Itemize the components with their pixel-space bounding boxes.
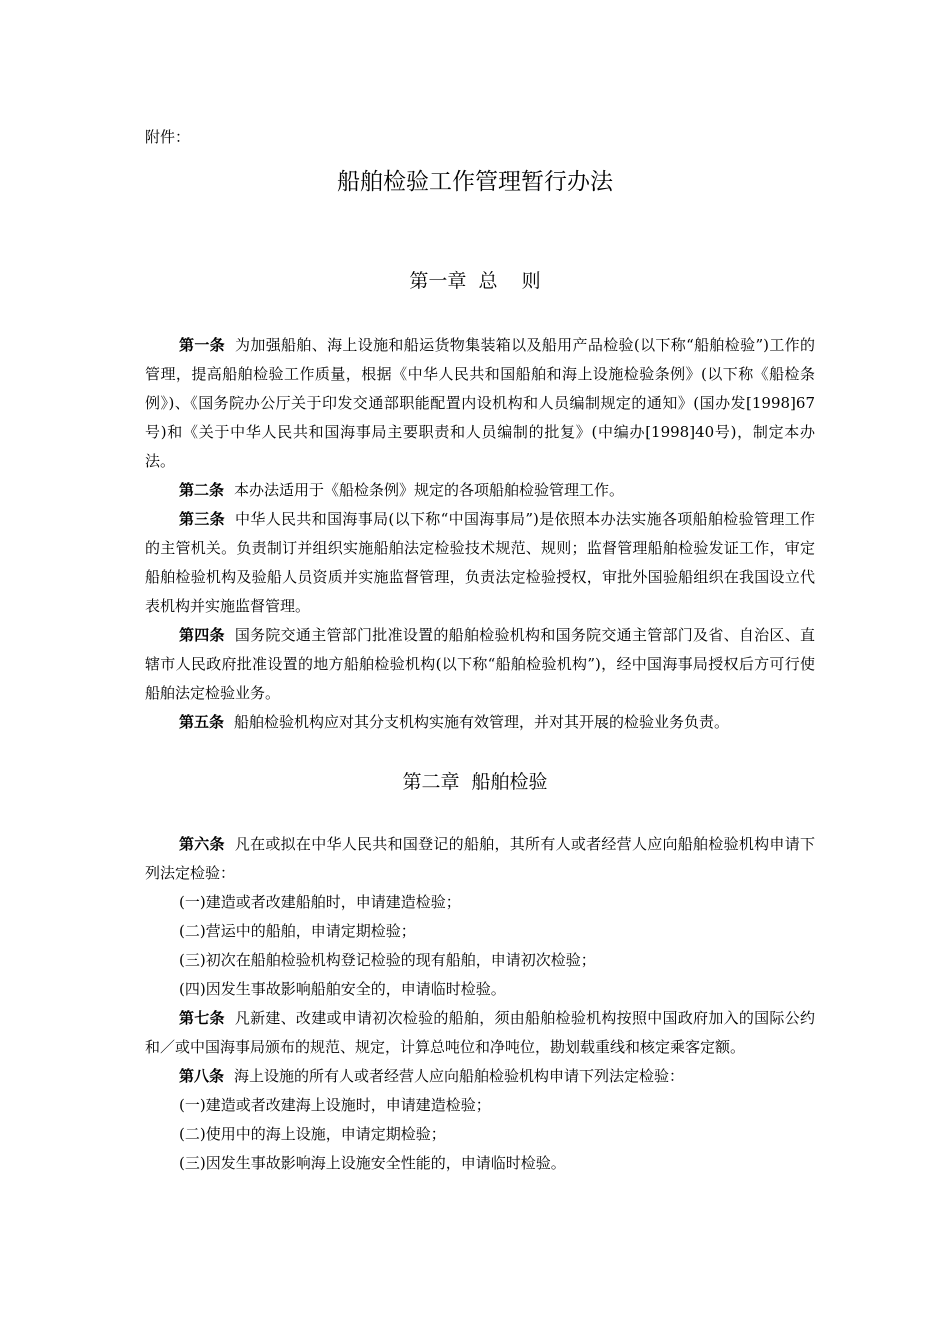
article-text: 凡在或拟在中华人民共和国登记的船舶，其所有人或者经营人应向船舶检验机构申请下列法定检验： — [145, 835, 815, 882]
list-item: (三)初次在船舶检验机构登记检验的现有船舶，申请初次检验； — [179, 951, 596, 969]
article-label: 第三条 — [179, 510, 226, 528]
article-1 — [145, 331, 815, 476]
list-item: (三)因发生事故影响海上设施安全性能的，申请临时检验。 — [179, 1154, 566, 1172]
list-item: (四)因发生事故影响船舶安全的，申请临时检验。 — [179, 980, 506, 998]
article-text: 国务院交通主管部门批准设置的船舶检验机构和国务院交通主管部门及省、自治区、直辖市人民政府批准设置的地方船舶检验机构(以下称“船舶检验机构”)，经中国海事局授权后方可行使船舶法定检验业务。 — [145, 626, 815, 702]
list-item: (二)营运中的船舶，申请定期检验； — [179, 922, 416, 940]
chapter-2-body — [145, 830, 815, 1178]
article-label: 第八条 — [179, 1067, 225, 1085]
article-7 — [145, 1004, 815, 1062]
article-label: 第一条 — [179, 336, 226, 354]
article-5 — [145, 708, 815, 737]
article-text: 海上设施的所有人或者经营人应向船舶检验机构申请下列法定检验： — [234, 1067, 685, 1085]
document-title: 船舶检验工作管理暂行办法 — [337, 169, 613, 195]
article-label: 第二条 — [179, 481, 225, 499]
article-label: 第七条 — [179, 1009, 225, 1027]
article-8 — [145, 1062, 815, 1091]
chapter-1-body — [145, 331, 815, 737]
chapter-1-title: 第一章 总 则 — [409, 270, 541, 292]
article-text: 船舶检验机构应对其分支机构实施有效管理，并对其开展的检验业务负责。 — [234, 713, 730, 731]
list-item: (一)建造或者改建船舶时，申请建造检验； — [179, 893, 461, 911]
article-3 — [145, 505, 815, 621]
article-text: 中华人民共和国海事局(以下称“中国海事局”)是依照本办法实施各项船舶检验管理工作的主管机关。负责制订并组织实施船舶法定检验技术规范、规则；监督管理船舶检验发证工作，审定船舶检验机构及验船人员资质并实施监督管理，负责法定检验授权，审批外国验船组织在我国设立代表机构并实施监督管理。 — [145, 510, 815, 615]
article-text: 本办法适用于《船检条例》规定的各项船舶检验管理工作。 — [234, 481, 625, 499]
list-item: (二)使用中的海上设施，申请定期检验； — [179, 1125, 446, 1143]
article-6 — [145, 830, 815, 888]
article-label: 第六条 — [179, 835, 225, 853]
article-4 — [145, 621, 815, 708]
chapter-2-title: 第二章 船舶检验 — [402, 771, 548, 793]
article-label: 第四条 — [179, 626, 225, 644]
article-text: 为加强船舶、海上设施和船运货物集装箱以及船用产品检验(以下称“船舶检验”)工作的管理，提高船舶检验工作质量，根据《中华人民共和国船舶和海上设施检验条例》(以下称《船检条例》)、《国务院办公厅关于印发交通部职能配置内设机构和人员编制规定的通知》(国办发[1998]67号)和《关于中华人民共和国海事局主要职责和人员编制的批复》(中编办[1998]40号)，制定本办法。 — [145, 336, 815, 470]
article-text: 凡新建、改建或申请初次检验的船舶，须由船舶检验机构按照中国政府加入的国际公约和／或中国海事局颁布的规范、规定，计算总吨位和净吨位，勘划载重线和核定乘客定额。 — [145, 1009, 815, 1056]
article-label: 第五条 — [179, 713, 225, 731]
list-item: (一)建造或者改建海上设施时，申请建造检验； — [179, 1096, 491, 1114]
article-2 — [145, 476, 815, 505]
attachment-label: 附件： — [145, 128, 191, 146]
